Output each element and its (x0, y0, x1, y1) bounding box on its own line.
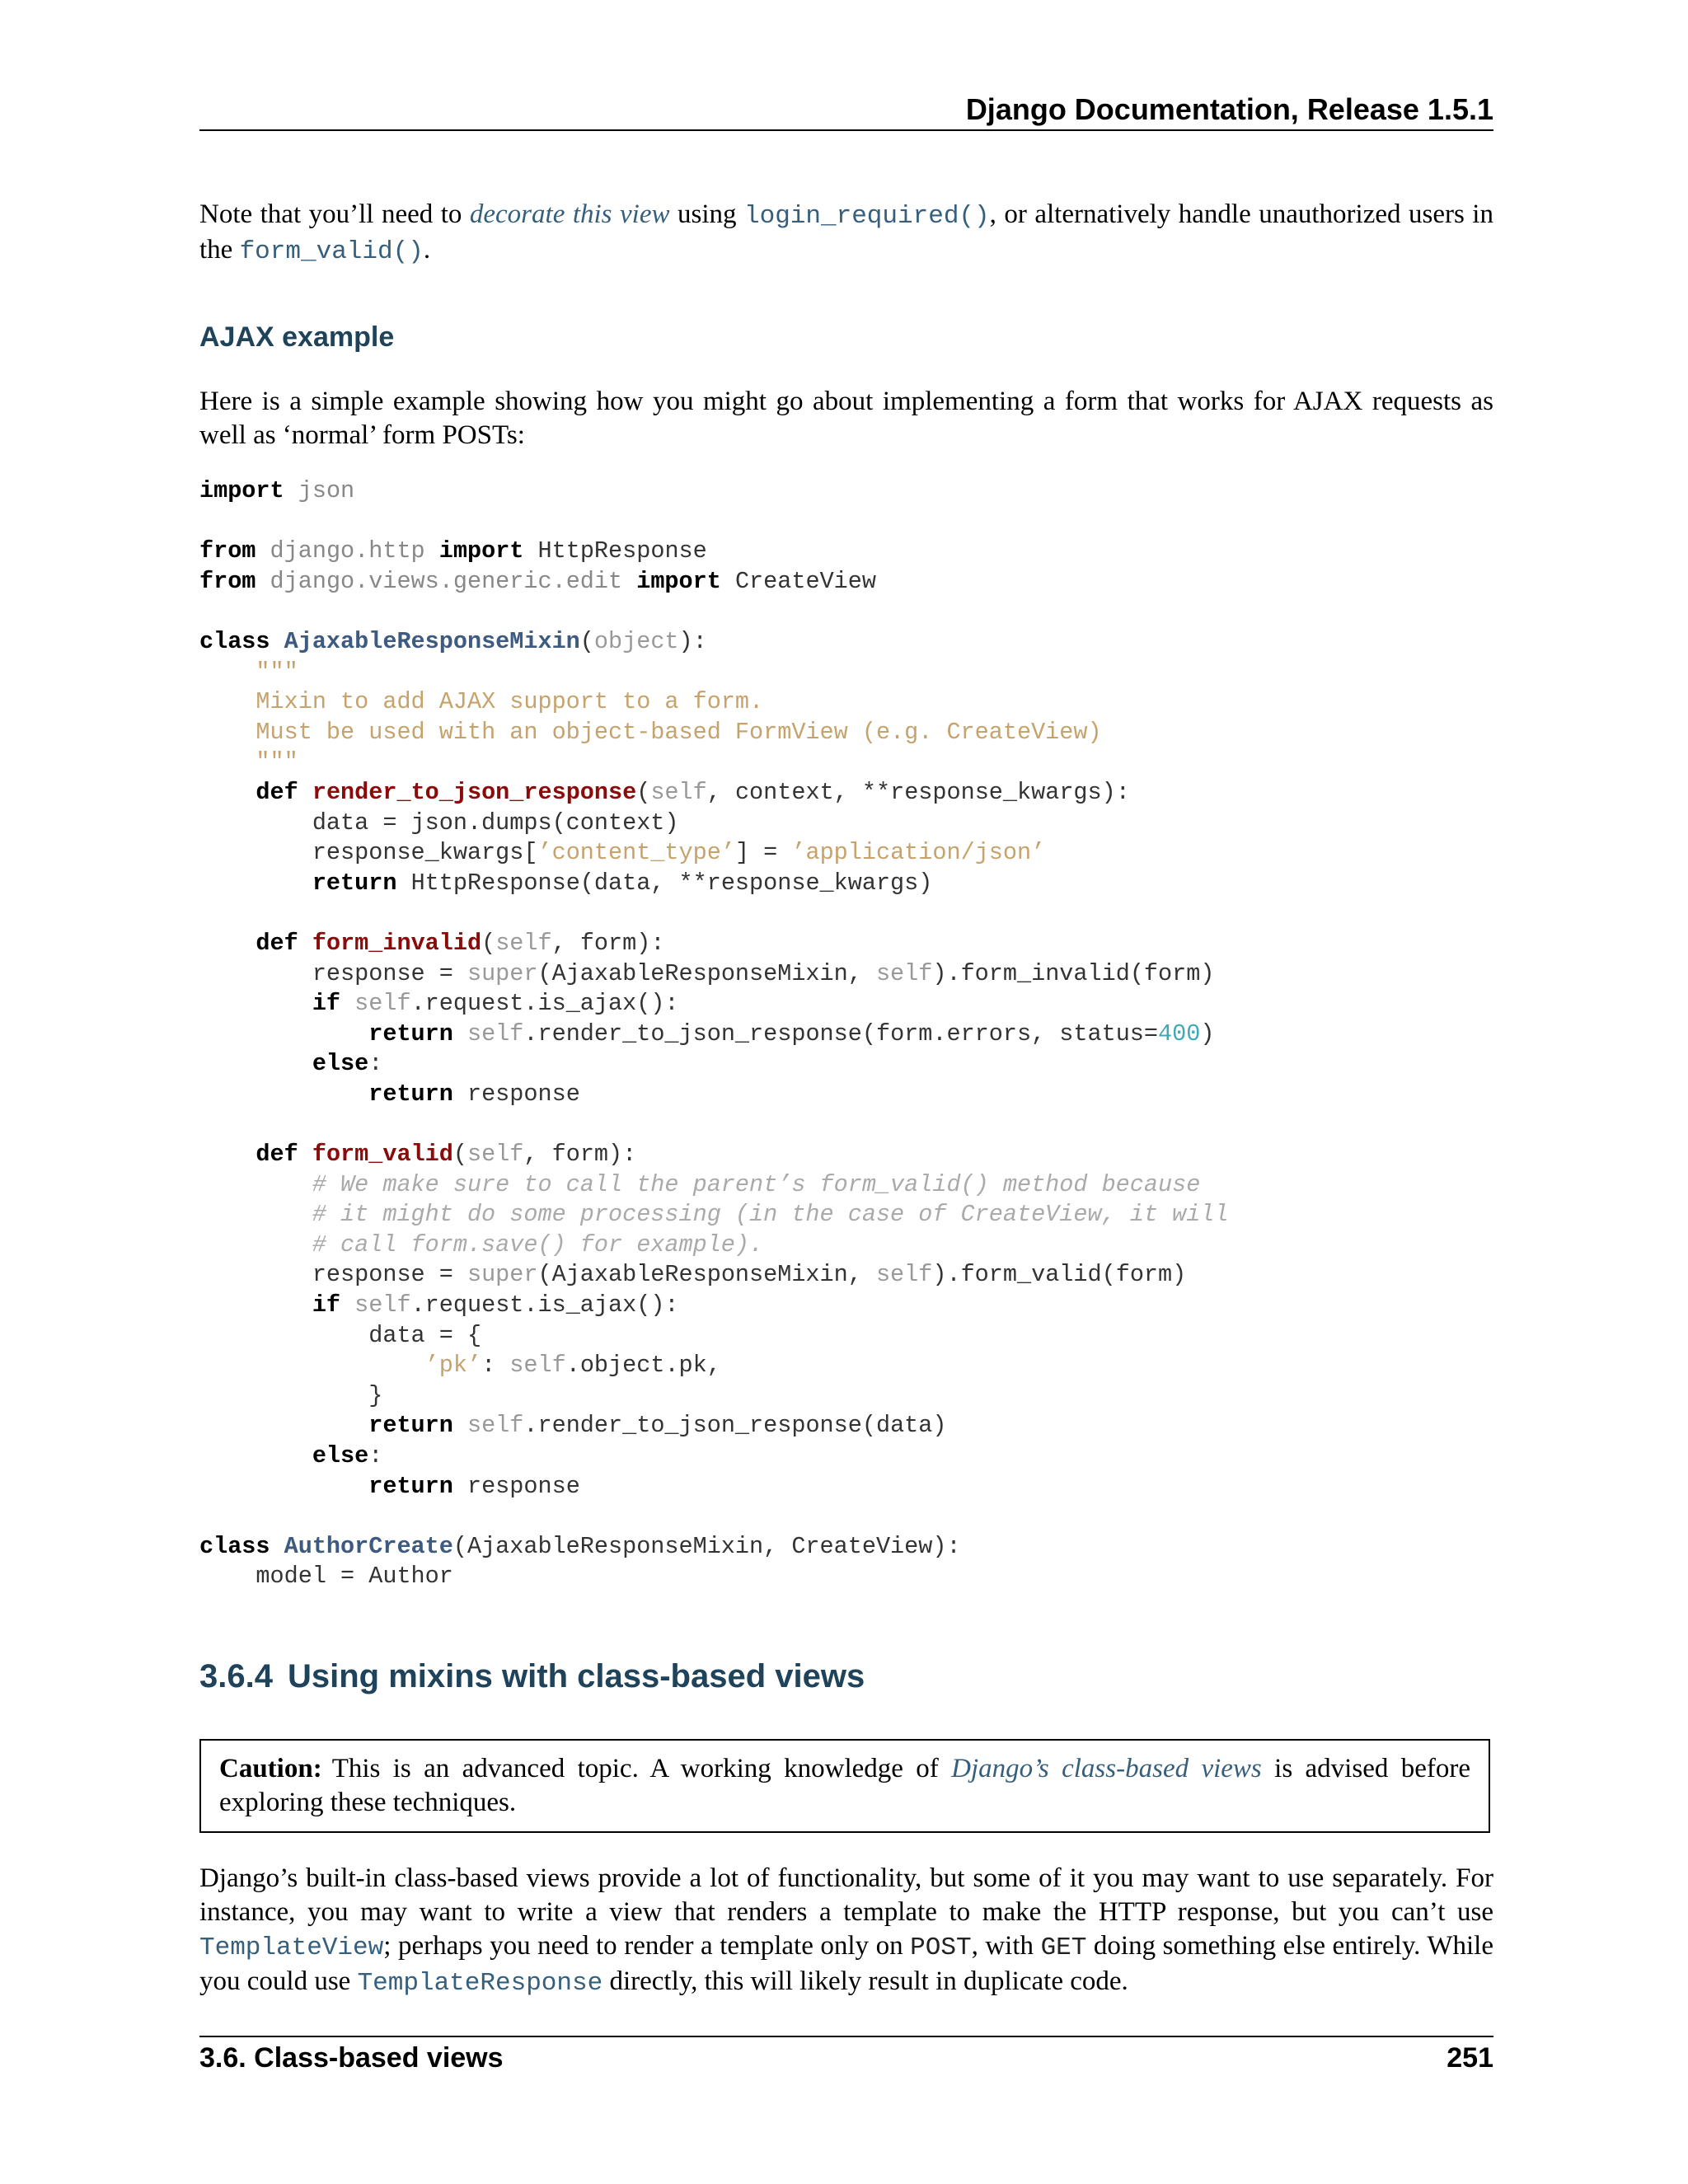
ajax-example-heading: AJAX example (199, 321, 395, 353)
class-based-views-link[interactable]: Django’s class-based views (951, 1754, 1262, 1783)
body-paragraph: Django’s built-in class-based views provide a lot of functionality, but some of it you may want to use separately. For instance, you may want to write a view that renders a template to make the HTTP response, but you can’t use TemplateView; perhaps you need to render a template only on POST, with GET doing something else entirely. While you could use TemplateResponse directly, this will likely result in duplicate code. (199, 1863, 1494, 1998)
decorate-view-link[interactable]: decorate this view (469, 199, 670, 229)
footer-rule (199, 2036, 1493, 2037)
templateview-link[interactable]: TemplateView (199, 1933, 384, 1962)
section-number: 3.6.4 (199, 1658, 273, 1694)
intro-paragraph: Note that you’ll need to decorate this view using login_required(), or alternatively handle unauthorized users in the form_valid(). (199, 199, 1493, 266)
section-title-text: Using mixins with class-based views (287, 1658, 865, 1694)
document-page (199, 0, 1493, 2184)
footer-page-number: 251 (1447, 2042, 1493, 2074)
post-code: POST (910, 1933, 972, 1962)
caution-label: Caution: (219, 1754, 322, 1783)
header-rule (199, 129, 1493, 131)
get-code: GET (1040, 1933, 1087, 1962)
ajax-intro-paragraph: Here is a simple example showing how you might go about implementing a form that works for AJAX requests as well as ‘normal’ form POSTs: (199, 387, 1493, 450)
footer-section: 3.6. Class-based views (199, 2042, 504, 2074)
code-block: import json from django.http import HttpResponse from django.views.generic.edit import CreateView class AjaxableResponseMixin(object): """ Mixin to add AJAX support to a form. Must be used with an object-based FormView (e.g. CreateView) """ def render_to_json_response(self, context, **response_kwargs): data = json.dumps(context) response_kwargs[’content_type’] = ’application/json’ return HttpResponse(data, **response_kwargs) def form_invalid(self, form): response = super(AjaxableResponseMixin, self).form_invalid(form) if self.request.is_ajax(): return self.render_to_json_response(form.errors, status=400) else: return response def form_valid(self, form): # We make sure to call the parent’s form_valid() method because # it might do some processing (in the case of CreateView, it will # call form.save() for example). response = super(AjaxableResponseMixin, self).form_valid(form) if self.request.is_ajax(): data = { ’pk’: self.object.pk, } return self.render_to_json_response(data) else: return response class AuthorCreate(AjaxableResponseMixin, CreateView): model = Author (199, 477, 1229, 1591)
form-valid-link[interactable]: form_valid() (239, 237, 424, 266)
running-header: Django Documentation, Release 1.5.1 (965, 92, 1493, 126)
section-heading (199, 1658, 865, 1695)
caution-box: Caution: This is an advanced topic. A working knowledge of Django’s class-based views is advised before exploring these techniques. (199, 1739, 1490, 1833)
templateresponse-link[interactable]: TemplateResponse (357, 1969, 603, 1998)
login-required-link[interactable]: login_required() (743, 202, 990, 231)
